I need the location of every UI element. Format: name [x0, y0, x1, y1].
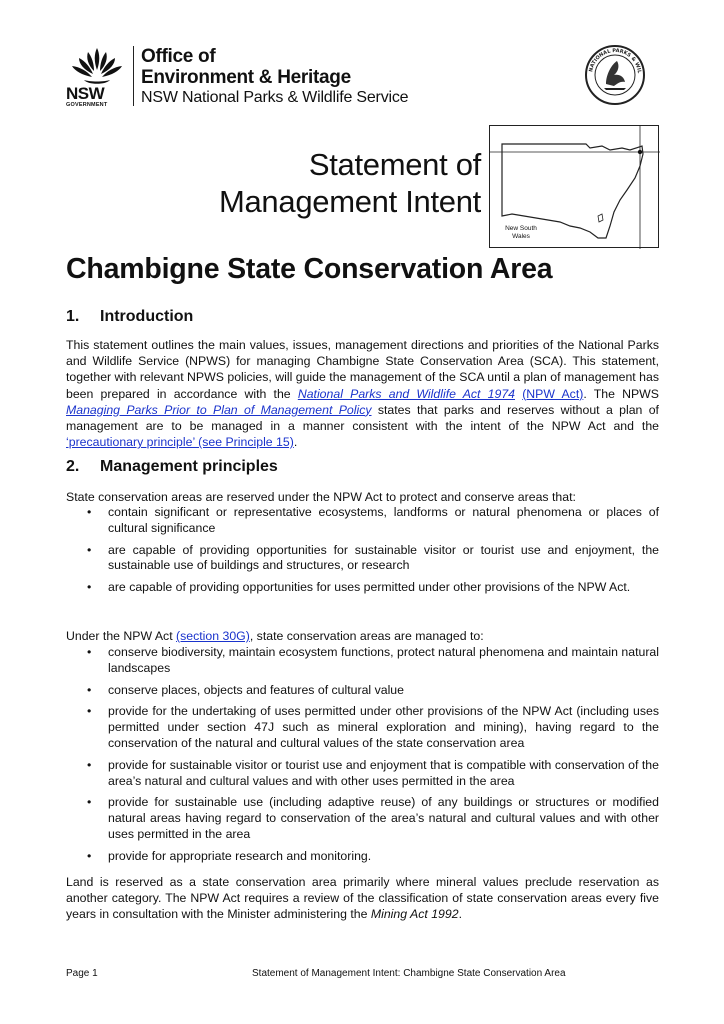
footer-title: Statement of Management Intent: Chambigne State Conservation Area [252, 968, 566, 979]
section-1-heading [66, 308, 193, 326]
map-label-line-2: Wales [512, 233, 530, 240]
statement-title-line-1: Statement of [308, 147, 481, 182]
intro-text-d: . [293, 435, 298, 450]
nsw-government-logo [66, 44, 128, 106]
management-objectives-list [66, 645, 659, 871]
statement-title-line-2: Management Intent [218, 184, 481, 219]
map-label-line-1: New South [505, 225, 537, 232]
introduction-paragraph [66, 337, 659, 450]
list-item: • provide for appropriate research and monitoring. [66, 849, 659, 865]
intro-text-b: . The NPWS [583, 386, 659, 401]
precautionary-principle-link[interactable]: ‘precautionary principle’ (see Principle 15) [66, 435, 294, 450]
npw-act-link[interactable]: National Parks and Wildlife Act 1974 [297, 386, 515, 401]
list-item: • provide for sustainable use (including adaptive reuse) of any buildings or structures or modified natural areas having regard to conservation of the area’s natural and cultural values and with other uses permitted in the area [66, 795, 659, 842]
intro-text-a: This statement outlines the main values, issues, management directions and priorities of the National Parks and Wildlife Service (NPWS) for managing Chambigne State Conservation Area (SCA). This statement, together with relevant NPWS policies, will guide the management of the SCA until a plan of management has been prepared in accordance with the [66, 338, 659, 401]
list-item: • provide for the undertaking of uses permitted under other provisions of the NPW Act (including uses permitted under section 47J such as mineral exploration and mining), having regard to the conservation of the natural and cultural values of the state conservation area [66, 704, 659, 751]
agency-line-2: Environment & Heritage [141, 67, 351, 88]
managed-text-b: , state conservation areas are managed to: [249, 629, 484, 643]
npw-act-abbr-link[interactable]: (NPW Act) [522, 386, 584, 401]
section-1-number: 1. [66, 308, 80, 325]
reservation-purposes-list [66, 505, 659, 602]
nsw-location-map [489, 125, 659, 248]
closing-text-a: Land is reserved as a state conservation area primarily where mineral values preclude reservation as another category. The NPW Act requires a review of the classification of state conservation areas every five years in consultation with the Minister administering the [66, 875, 659, 922]
npws-seal-icon [584, 44, 646, 106]
nsw-logo-text: NSW [66, 84, 105, 103]
document-title: Chambigne State Conservation Area [66, 253, 553, 285]
managed-to-intro [66, 628, 659, 644]
nsw-logo-subtext: GOVERNMENT [66, 102, 108, 108]
list-item: • conserve biodiversity, maintain ecosystem functions, protect natural phenomena and maintain natural landscapes [66, 645, 659, 677]
list-item: • are capable of providing opportunities for uses permitted under other provisions of the NPW Act. [66, 580, 659, 596]
principles-intro: State conservation areas are reserved under the NPW Act to protect and conserve areas that: [66, 490, 576, 504]
agency-line-3: NSW National Parks & Wildlife Service [141, 89, 409, 106]
seal-text: NATIONAL PARKS & WIL [588, 47, 642, 74]
list-item: • contain significant or representative ecosystems, landforms or natural phenomena or places of cultural significance [66, 505, 659, 537]
section-2-heading [66, 458, 278, 476]
waratah-icon [66, 44, 128, 88]
npws-seal-logo [584, 44, 646, 106]
agency-line-1: Office of [141, 46, 216, 67]
managing-parks-policy-link[interactable]: Managing Parks Prior to Plan of Management Policy [66, 402, 372, 417]
list-item: • conserve places, objects and features of cultural value [66, 683, 659, 699]
section-2-number: 2. [66, 458, 80, 475]
mining-act-title: Mining Act 1992 [370, 907, 459, 922]
agency-name [141, 46, 408, 108]
intro-text-c: states that parks and reserves without a plan of management are to be managed in a manner consistent with the intent of the NPW Act and the [66, 402, 659, 434]
list-item: • are capable of providing opportunities for sustainable visitor or tourist use and enjoyment, the sustainable use of buildings and structures, or research [66, 543, 659, 575]
header-divider [133, 46, 134, 106]
section-1-title: Introduction [100, 308, 194, 325]
map-label [502, 225, 540, 241]
footer-page-number: Page 1 [66, 968, 98, 979]
classification-paragraph [66, 874, 659, 923]
section-2-title: Management principles [100, 458, 278, 475]
list-item: • provide for sustainable visitor or tourist use and enjoyment that is compatible with conservation of the area’s natural and cultural values and with other uses permitted in the area [66, 758, 659, 790]
managed-text-a: Under the NPW Act [66, 629, 177, 643]
closing-text-b: . [458, 907, 462, 922]
statement-title [219, 146, 481, 220]
section-30g-link[interactable]: (section 30G) [176, 629, 250, 643]
